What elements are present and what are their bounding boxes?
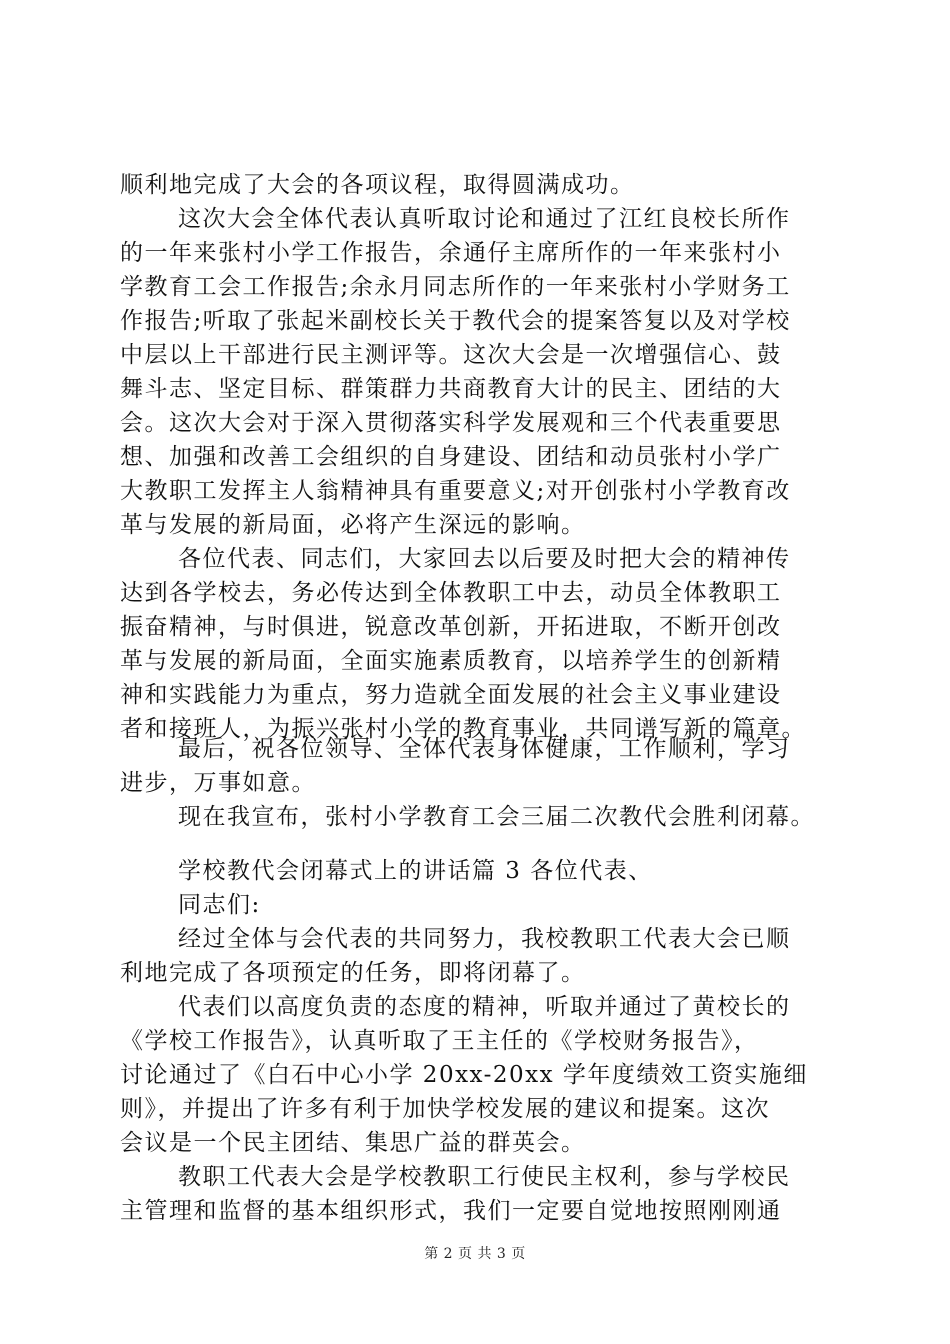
text-line: 利地完成了各项预定的任务，即将闭幕了。 [120,960,586,986]
text-line: 想、加强和改善工会组织的自身建设、团结和动员张村小学广 [120,444,782,470]
text-line: 讨论通过了《白石中心小学 20xx-20xx 学年度绩效工资实施细 [120,1062,808,1088]
text-line: 顺利地完成了大会的各项议程，取得圆满成功。 [120,172,635,198]
text-line: 会议是一个民主团结、集思广益的群英会。 [120,1130,586,1156]
text-line: 革与发展的新局面，必将产生深远的影响。 [120,512,586,538]
text-line: 代表们以高度负责的态度的精神，听取并通过了黄校长的 [178,994,791,1020]
text-line: 进步，万事如意。 [120,770,316,796]
text-line: 振奋精神，与时俱进，锐意改革创新，开拓进取，不断开创改 [120,614,782,640]
text-line: 学教育工会工作报告;余永月同志所作的一年来张村小学财务工 [120,274,791,300]
text-line: 舞斗志、坚定目标、群策群力共商教育大计的民主、团结的大 [120,376,782,402]
text-line: 神和实践能力为重点，努力造就全面发展的社会主义事业建设 [120,682,782,708]
text-line: 教职工代表大会是学校教职工行使民主权利，参与学校民 [178,1164,791,1190]
page-number: 第 2 页 共 3 页 [424,1246,526,1262]
text-line: 者和接班人，为振兴张村小学的教育事业，共同谱写新的篇章。 [120,716,806,742]
text-line: 经过全体与会代表的共同努力，我校教职工代表大会已顺 [178,926,791,952]
section-heading: 学校教代会闭幕式上的讲话篇 3 各位代表、 [178,858,653,884]
text-line: 主管理和监督的基本组织形式，我们一定要自觉地按照刚刚通 [120,1198,782,1224]
text-line: 《学校工作报告》，认真听取了王主任的《学校财务报告》， [120,1028,759,1054]
text-line: 同志们: [178,892,261,918]
text-line: 大教职工发挥主人翁精神具有重要意义;对开创张村小学教育改 [120,478,791,504]
text-line: 作报告;听取了张起米副校长关于教代会的提案答复以及对学校 [120,308,791,334]
text-line: 中层以上干部进行民主测评等。这次大会是一次增强信心、鼓 [120,342,782,368]
text-line: 的一年来张村小学工作报告，余通仔主席所作的一年来张村小 [120,240,782,266]
text-line: 各位代表、同志们，大家回去以后要及时把大会的精神传 [178,546,791,572]
text-line: 革与发展的新局面，全面实施素质教育，以培养学生的创新精 [120,648,782,674]
text-line: 现在我宣布，张村小学教育工会三届二次教代会胜利闭幕。 [178,804,815,830]
text-line: 会。这次大会对于深入贯彻落实科学发展观和三个代表重要思 [120,410,782,436]
text-line: 达到各学校去，务必传达到全体教职工中去，动员全体教职工 [120,580,782,606]
text-line: 最后，祝各位领导、全体代表身体健康，工作顺利，学习 [178,736,791,762]
text-line: 这次大会全体代表认真听取讨论和通过了江红良校长所作 [178,206,791,232]
text-line: 则》，并提出了许多有利于加快学校发展的建议和提案。这次 [120,1096,770,1122]
